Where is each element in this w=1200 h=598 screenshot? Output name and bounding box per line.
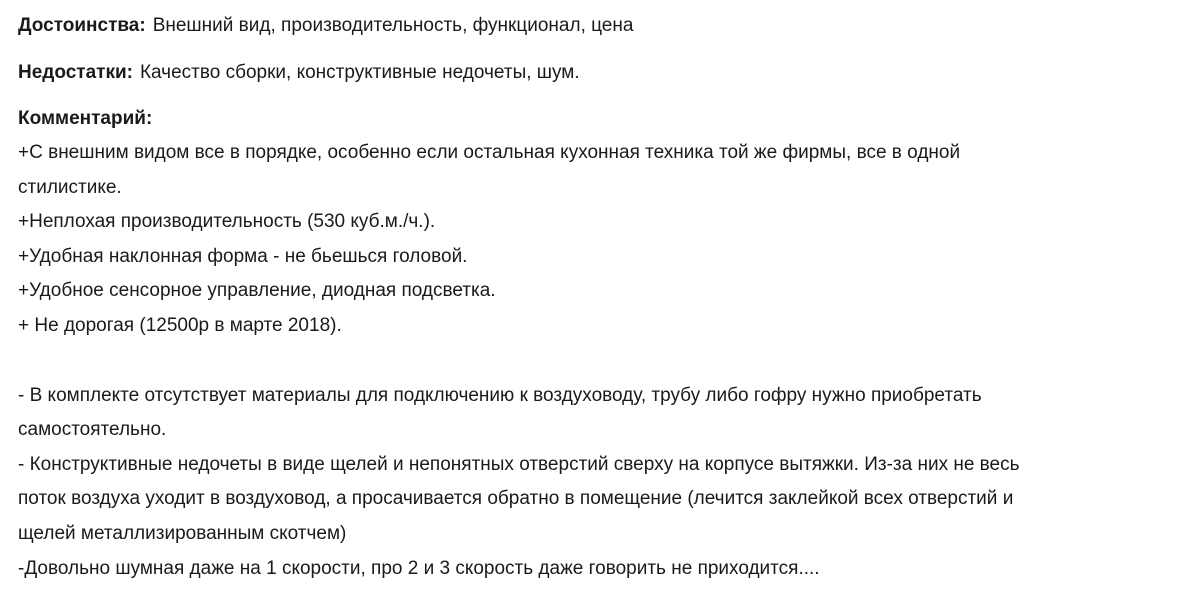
disadvantages-text: Качество сборки, конструктивные недочеты, шум.: [139, 62, 580, 83]
comment-line: стилистике.: [18, 176, 122, 198]
comment-label: Комментарий:: [18, 108, 153, 129]
comment-line: щелей металлизированным скотчем): [18, 522, 347, 544]
comment-line: самостоятельно.: [18, 419, 167, 441]
advantages-label: Достоинства:: [18, 15, 146, 36]
comment-line: + Не дорогая (12500р в марте 2018).: [18, 314, 342, 336]
advantages-row: [18, 13, 1200, 39]
advantages-text: Внешний вид, производительность, функционал, цена: [152, 15, 634, 36]
disadvantages-label: Недостатки:: [18, 62, 133, 83]
comment-body: [18, 136, 1200, 586]
comment-line: - В комплекте отсутствует материалы для подключению к воздуховоду, трубу либо гофру нужно приобретать: [18, 384, 982, 406]
comment-line: +Удобное сенсорное управление, диодная подсветка.: [18, 280, 496, 302]
comment-line: поток воздуха уходит в воздуховод, а просачивается обратно в помещение (лечится заклейкой всех отверстий и: [18, 488, 1014, 510]
comment-line: -Довольно шумная даже на 1 скорости, про 2 и 3 скорость даже говорить не приходится....: [18, 557, 820, 579]
comment-line: +С внешним видом все в порядке, особенно если остальная кухонная техника той же фирмы, все в одной: [18, 142, 961, 163]
comment-line: +Неплохая производительность (530 куб.м./ч.).: [18, 211, 436, 233]
disadvantages-row: [18, 60, 1200, 86]
comment-line: - Конструктивные недочеты в виде щелей и непонятных отверстий сверху на корпусе вытяжки. Из-за них не весь: [18, 453, 1020, 475]
comment-line: +Удобная наклонная форма - не бьешься головой.: [18, 245, 468, 267]
comment-blank-line: [18, 344, 1200, 379]
